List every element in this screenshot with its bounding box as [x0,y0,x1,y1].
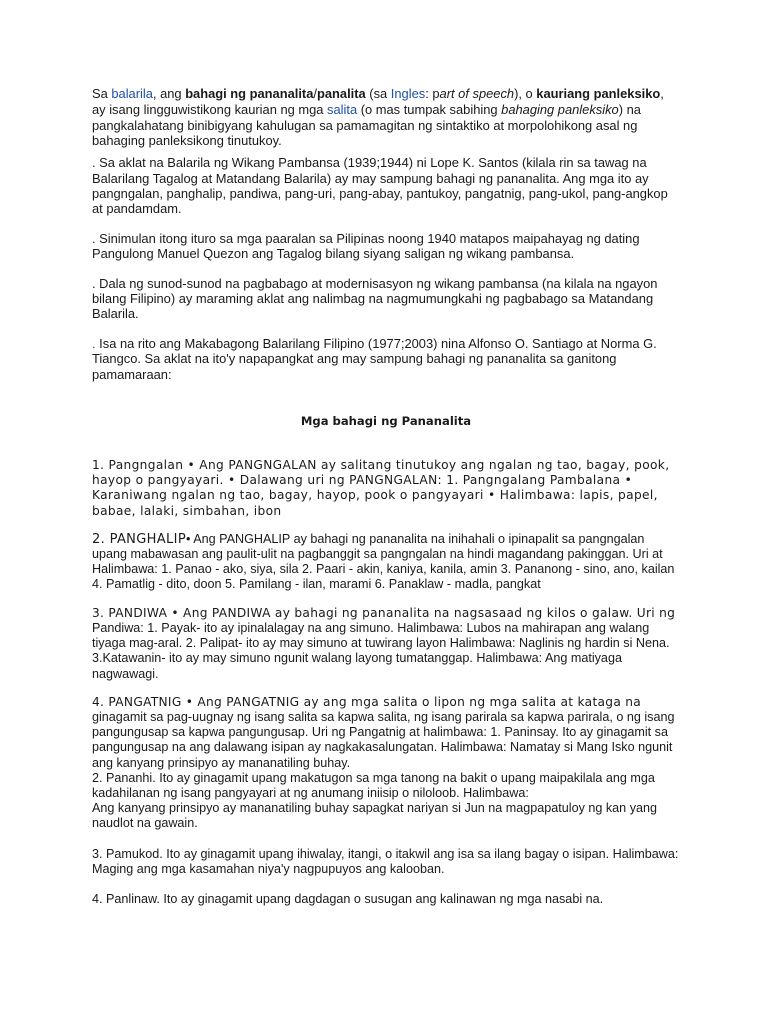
item-heading: 2. PANGHALIP [92,531,187,547]
intro-text: / [313,86,317,101]
intro-text: (sa [365,86,391,101]
item-text: 2. Pananhi. Ito ay ginagamit upang makatugon sa mga tanong na bakit o upang maipakilala ang mga kadahilanan ng isang pangyayari at ng anumang iniisip o niloloob. Halimbawa: [92,770,655,800]
item-text: Pandiwa: 1. Payak- ito ay ipinalalagay na ang simuno. Halimbawa: Lubos na mahirapan ang walang tiyaga mag-aral. 2. Palipat- ito ay may simuno at tuwirang layon Halimbawa: Naglinis ng hardin si Nena. 3.Katawanin- ito ay may simuno ngunit walang layong tumatanggap. Halimbawa: Ang matiyaga nagwawagi. [92,620,670,681]
intro-italic-term: art of speech [439,86,515,101]
item-text: Ang kanyang prinsipyo ay mananatiling buhay sapagkat nariyan si Jun na magpapatuloy ng kan yang naudlot na gawain. [92,801,657,831]
intro-bold-term: bahagi ng pananalita [185,86,314,101]
intro-paragraph [92,86,680,149]
intro-text: : p [425,86,440,101]
list-item-panlinaw: 4. Panlinaw. Ito ay ginagamit upang dagdagan o susugan ang kalinawan ng mga nasabi na. [92,891,604,906]
intro-text: ), o [514,86,537,101]
paragraph-sinimulan: . Sinimulan itong ituro sa mga paaralan sa Pilipinas noong 1940 matapos maipahayag ng dating Pangulong Manuel Quezon ang Tagalog bilang siyang saligan ng wikang pambansa. [92,230,640,262]
intro-bold-term: panalita [317,86,366,101]
list-item-pangatnig [92,695,680,832]
paragraph-dot: . [92,335,96,351]
paragraph-dala: . Dala ng sunod-sunod na pagbabago at modernisasyon ng wikang pambansa (na kilala na ngayon bilang Filipino) ay maraming aklat ang nalimbag na nagmumungkahi ng pagbabago sa Matandang Balarila. [92,275,658,322]
paragraph-text: Isa na rito ang Makabagong Balarilang Filipino (1977;2003) nina Alfonso O. Santiago at Norma G. Tiangco. Sa aklat na ito'y napapangkat ang may sampung bahagi ng pananalita sa ganitong pamamaraan: [92,335,657,382]
document-page [92,86,680,907]
intro-text: (o mas tumpak sabihing [357,101,502,117]
link-balarila[interactable]: balarila [111,86,153,101]
list-item-panghalip [92,532,680,593]
link-salita[interactable]: salita [327,101,358,117]
item-text: ginagamit sa pag-uugnay ng isang salita sa kapwa salita, ng isang parirala sa kapwa parirala, o ng isang pangungusap sa kapwa pangungusap. Uri ng Pangatnig at halimbawa: 1. Paninsay. Ito ay ginagamit sa pangungusap na ang dalawang isipan ay nagkakasalungatan. Halimbawa: Namatay si Mang Isko ngunit ang kanyang prinsipyo ay mananatiling buhay. [92,709,675,770]
list-item-pamukod: 3. Pamukod. Ito ay ginagamit upang ihiwalay, itangi, o itakwil ang isa sa ilang bagay o isipan. Halimbawa: Maging ang mga kasamahan niya'y nagpupuyos ang kalooban. [92,846,679,876]
link-ingles[interactable]: Ingles [390,86,426,101]
list-item-pandiwa [92,606,680,682]
intro-text: ) na pangkalahatang binibigyang kahulugan sa pamamagitan ng sintaktiko at morpolohikong asal ng bahaging panleksikong tinutukoy. [92,101,641,149]
item-heading: 3. PANDIWA • Ang PANDIWA ay bahagi ng pananalita na nagsasaad ng kilos o galaw. Uri ng [92,605,676,620]
intro-bold-term: kauriang panleksiko [536,86,661,101]
intro-text: , ang [152,86,186,101]
paragraph-balarila: . Sa aklat na Balarila ng Wikang Pambansa (1939;1944) ni Lope K. Santos (kilala rin sa tawag na Balarilang Tagalog at Matandang Balarila) ay may sampung bahagi ng pananalita. Ang mga ito ay pangngalan, panghalip, pandiwa, pang-uri, pang-abay, pantukoy, pangatnig, pang-ukol, pang-angkop at pandamdam. [92,155,668,217]
intro-italic-term: bahaging panleksiko [501,101,619,117]
intro-text: , ay isang lingguwistikong kaurian ng mga [92,86,664,117]
section-title: Mga bahagi ng Pananalita [300,414,472,429]
item-text: • Ang PANGHALIP ay bahagi ng pananalita na inihahali o ipinapalit sa pangngalan upang mabawasan ang paulit-ulit na pagbanggit sa pangngalan na hindi magandang pakinggan. Uri at Halimbawa: 1. Panao - ako, siya, sila 2. Paari - akin, kaniya, kanila, amin 3. Pananong - sino, ano, kailan 4. Pamatlig - dito, doon 5. Pamilang - ilan, marami 6. Panaklaw - madla, pangkat [92,531,675,592]
paragraph-makabagong [92,336,680,382]
item-heading: 4. PANGATNIG • Ang PANGATNIG ay ang mga salita o lipon ng mga salita at kataga na [92,694,642,709]
intro-text: Sa [92,86,112,101]
list-item-pangngalan: 1. Pangngalan • Ang PANGNGALAN ay salitang tinutukoy ang ngalan ng tao, bagay, pook, hayop o pangyayari. • Dalawang uri ng PANGNGALAN: 1. Pangngalang Pambalana • Karaniwang ngalan ng tao, bagay, hayop, pook o pangyayari • Halimbawa: lapis, papel, babae, lalaki, simbahan, ibon [92,458,670,518]
